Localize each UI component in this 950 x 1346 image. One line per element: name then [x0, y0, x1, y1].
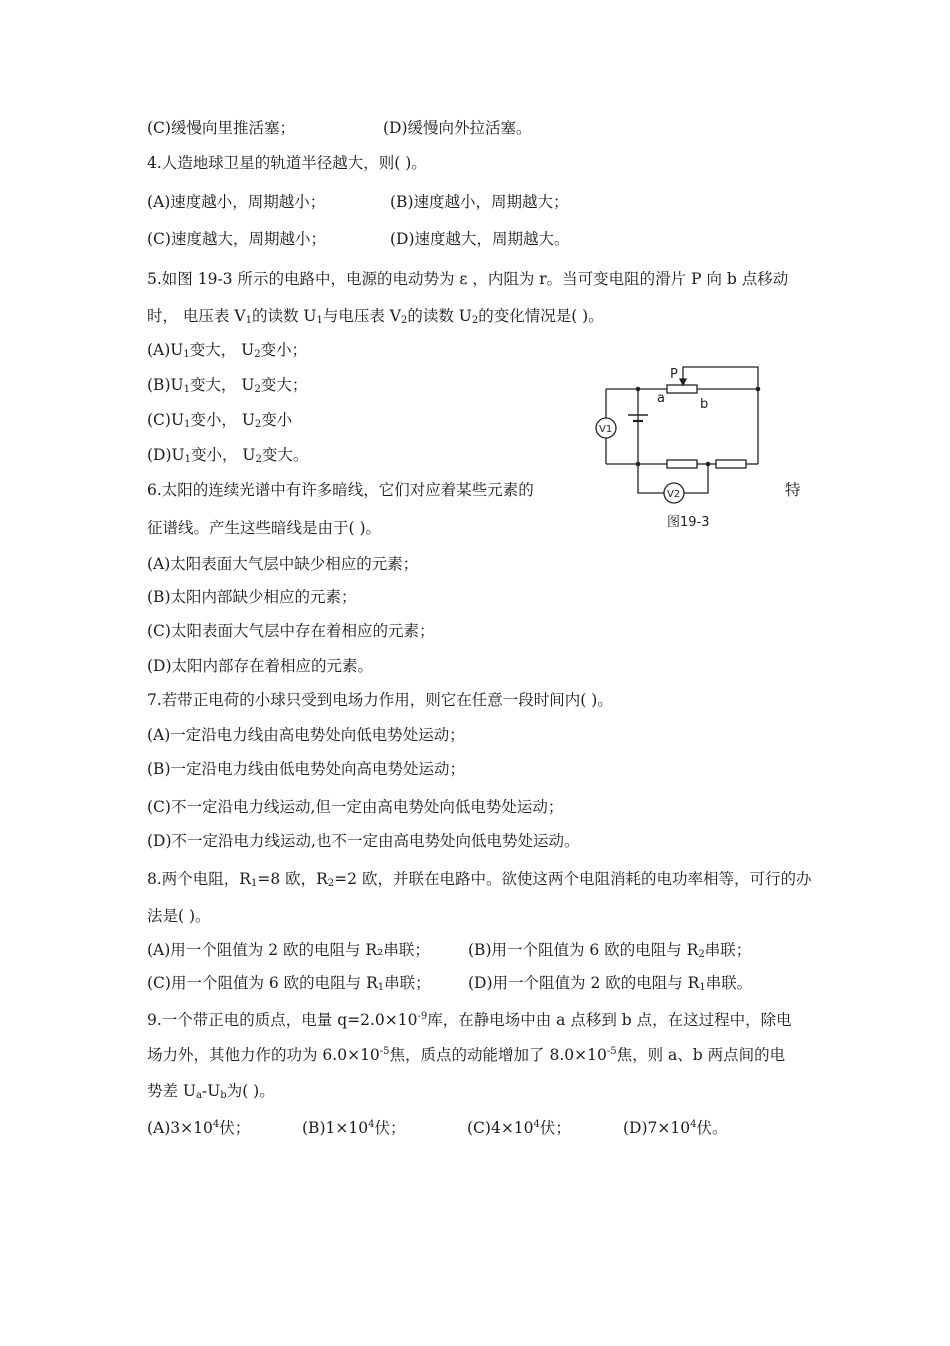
q8-stem-line2: 法是( )。	[147, 907, 211, 925]
q5-option-d: $(D)U_1$变小， $U_2$变大。	[147, 446, 309, 465]
q5-stem-line1: 5.如图 19-3 所示的电路中，电源的电动势为 ε ，内阻为 r。当可变电阻的滑片 P 向 b 点移动	[147, 270, 789, 288]
q6-option-c: (C)太阳表面大气层中存在着相应的元素；	[147, 622, 435, 640]
q9-option-a: $(A)3\times 10^4$伏；	[147, 1119, 251, 1137]
circuit-diagram	[594, 360, 774, 530]
q4-stem: 4.人造地球卫星的轨道半径越大，则( )。	[147, 154, 427, 172]
q4-option-d: (D)速度越大，周期越大。	[390, 230, 570, 248]
q3-option-d: (D)缓慢向外拉活塞。	[383, 119, 532, 137]
q7-stem: 7.若带正电荷的小球只受到电场力作用，则它在任意一段时间内( )。	[147, 691, 613, 709]
q8-option-d: (D)用一个阻值为 2 欧的电阻与 $R_1$串联。	[468, 974, 753, 993]
q4-option-c: (C)速度越大，周期越小；	[147, 230, 326, 248]
q9-option-d: $(D)7\times 10^4$伏。	[623, 1119, 728, 1137]
q9-stem-line1: 9.一个带正电的质点，电量 $q=2.0\times 10^{-9}$库，在静电场中由 a 点移到 b 点，在这过程中，除电	[147, 1011, 792, 1029]
q8-option-b: (B)用一个阻值为 6 欧的电阻与 $R_2$串联；	[468, 941, 752, 960]
slider-wire	[683, 367, 758, 389]
q6-stem-line1: 6.太阳的连续光谱中有许多暗线，它们对应着某些元素的	[147, 481, 534, 499]
q9-stem-line2: 场力外，其他力作的功为 $6.0\times 10^{-5}$焦，质点的动能增加了 $8.0\times 10^{-5}$焦，则 a、b 两点间的电	[147, 1046, 786, 1064]
q9-stem-line3: 势差 $U_a-U_b$为( )。	[147, 1082, 275, 1101]
node-top-right	[756, 387, 761, 392]
q7-option-b: (B)一定沿电力线由低电势处向高电势处运动；	[147, 760, 465, 778]
q3-option-c: (C)缓慢向里推活塞；	[147, 119, 295, 137]
q5-option-a: $(A)U_1$变大， $U_2$变小；	[147, 341, 308, 360]
q7-option-c: (C)不一定沿电力线运动,但一定由高电势处向低电势处运动；	[147, 798, 564, 816]
rheostat	[667, 385, 697, 393]
slider-arrowhead	[680, 379, 686, 385]
q6-option-a: (A)太阳表面大气层中缺少相应的元素；	[147, 555, 419, 573]
q4-option-b: (B)速度越小，周期越大；	[390, 193, 569, 211]
q6-stem-line1-tail: 特	[785, 481, 801, 499]
q7-option-d: (D)不一定沿电力线运动,也不一定由高电势处向低电势处运动。	[147, 832, 580, 850]
q9-option-b: $(B)1\times 10^4$伏；	[302, 1119, 406, 1137]
label-p: P	[670, 367, 678, 382]
resistor-1	[667, 460, 697, 468]
q6-option-d: (D)太阳内部存在着相应的元素。	[147, 657, 374, 675]
node-top-left	[636, 387, 641, 392]
q6-option-b: (B)太阳内部缺少相应的元素；	[147, 588, 357, 606]
q5-stem-line2: 时， 电压表 $V_1$的读数 $U_1$与电压表 $V_2$的读数 $U_2$的变化情况是( )。	[147, 307, 604, 326]
q9-option-c: $(C)4\times 10^4$伏；	[467, 1119, 571, 1137]
voltmeter-v2-label: V2	[667, 489, 681, 500]
q5-option-b: $(B)U_1$变大， $U_2$变大；	[147, 376, 308, 395]
q7-option-a: (A)一定沿电力线由高电势处向低电势处运动；	[147, 726, 465, 744]
label-b: b	[700, 397, 709, 412]
q8-option-c: (C)用一个阻值为 6 欧的电阻与 $R_1$串联；	[147, 974, 431, 993]
node-bottom-left	[636, 462, 641, 467]
voltmeter-v1-label: V1	[599, 424, 613, 435]
resistor-2	[716, 460, 746, 468]
node-bottom-mid	[706, 462, 711, 467]
q4-option-a: (A)速度越小，周期越小；	[147, 193, 326, 211]
q5-option-c: $(C)U_1$变小， $U_2$变小	[147, 411, 293, 430]
label-a: a	[657, 391, 665, 406]
q8-option-a: (A)用一个阻值为 2 欧的电阻与 R₂串联；	[147, 941, 430, 959]
wire-v2	[638, 464, 664, 493]
q6-stem-line2: 征谱线。产生这些暗线是由于( )。	[147, 519, 382, 537]
q8-stem-line1: 8.两个电阻，$R_1=8$ 欧，$R_2=2$ 欧，并联在电路中。欲使这两个电阻消耗的电功率相等，可行的办	[147, 870, 812, 889]
figure-caption: 图19-3	[667, 515, 710, 530]
